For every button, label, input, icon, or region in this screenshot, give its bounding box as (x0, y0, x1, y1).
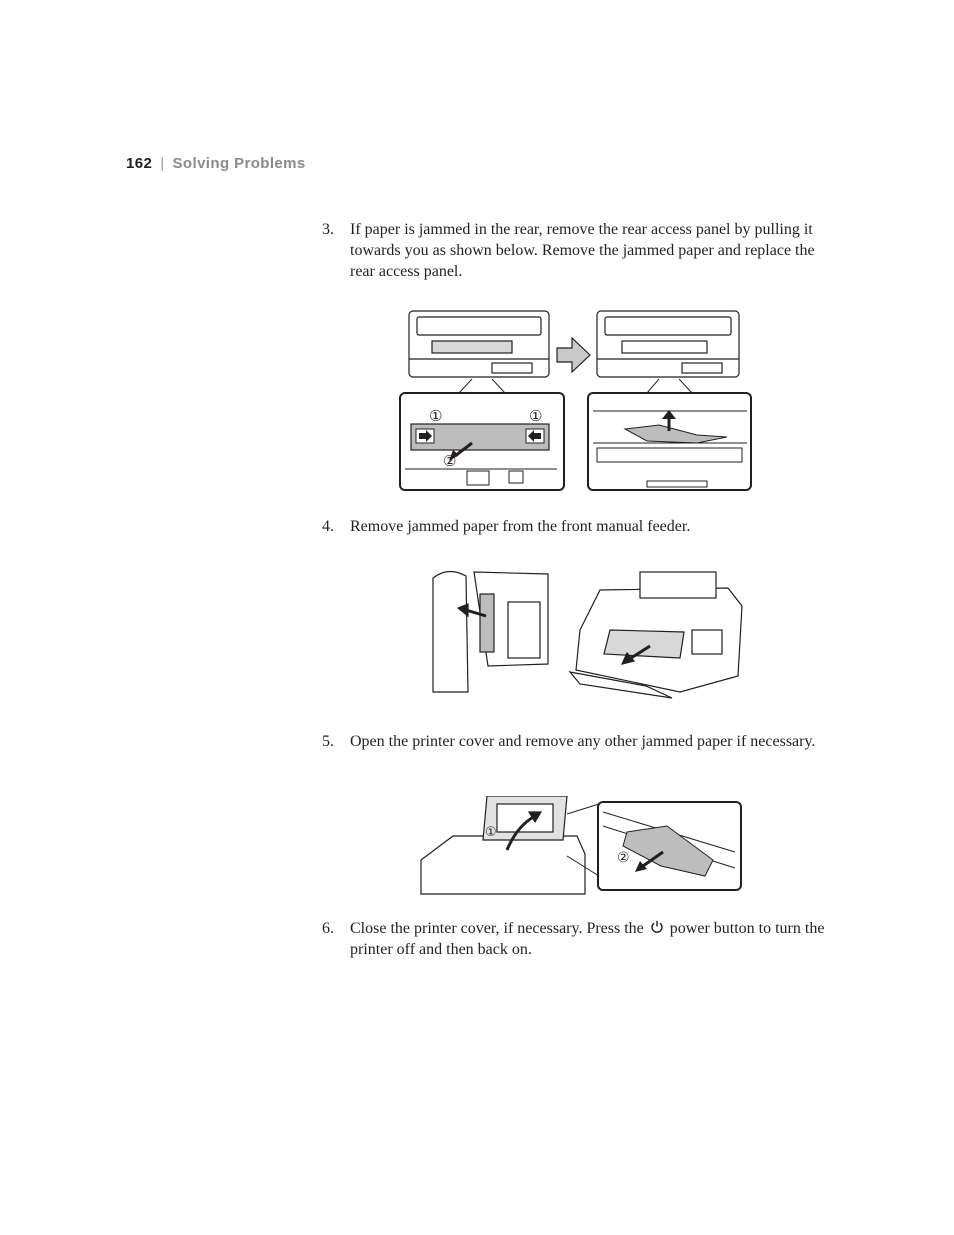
step-4 (322, 516, 832, 537)
callout-1-right: ① (529, 407, 543, 425)
page-number: 162 (126, 155, 153, 172)
step-number: 4. (322, 518, 334, 535)
printer-front-illustration (570, 572, 742, 698)
printer-cover-open-illustration (421, 796, 585, 894)
figure-front-manual-feeder (428, 566, 748, 702)
step-text (350, 918, 832, 960)
detail-jam-removal (588, 393, 751, 490)
printer-rear-illustration (409, 311, 549, 377)
callout-2: ② (617, 850, 630, 866)
step-6 (322, 918, 832, 960)
detail-cover-jam-removal (598, 802, 741, 890)
step-number: 5. (322, 733, 334, 750)
step-text: Open the printer cover and remove any other jammed paper if necessary. (350, 733, 816, 750)
power-icon (650, 919, 664, 933)
section-title: Solving Problems (172, 155, 306, 172)
step-text-after: power button to turn the printer off and then back on. (350, 920, 825, 958)
step-5 (322, 731, 832, 752)
callout-1: ① (485, 825, 497, 840)
step-text: Remove jammed paper from the front manual feeder. (350, 518, 691, 535)
callout-1-left: ① (429, 407, 443, 425)
step-text: If paper is jammed in the rear, remove the rear access panel by pulling it towards you as shown below. Remove the jammed paper and replace the rear access panel. (350, 221, 815, 280)
running-header (126, 155, 306, 172)
header-separator: | (160, 155, 165, 172)
printer-rear-open-illustration (597, 311, 739, 377)
step-number: 6. (322, 920, 334, 937)
arrow-icon (557, 338, 590, 372)
figure-rear-access-panel (397, 303, 755, 493)
detail-panel-removal (400, 393, 564, 490)
figure-printer-cover (417, 796, 745, 896)
feeder-closeup-illustration (433, 571, 548, 692)
step-number: 3. (322, 221, 334, 238)
step-text-before: Close the printer cover, if necessary. Press the (350, 920, 644, 937)
step-3 (322, 219, 832, 282)
callout-2: ② (443, 452, 457, 470)
